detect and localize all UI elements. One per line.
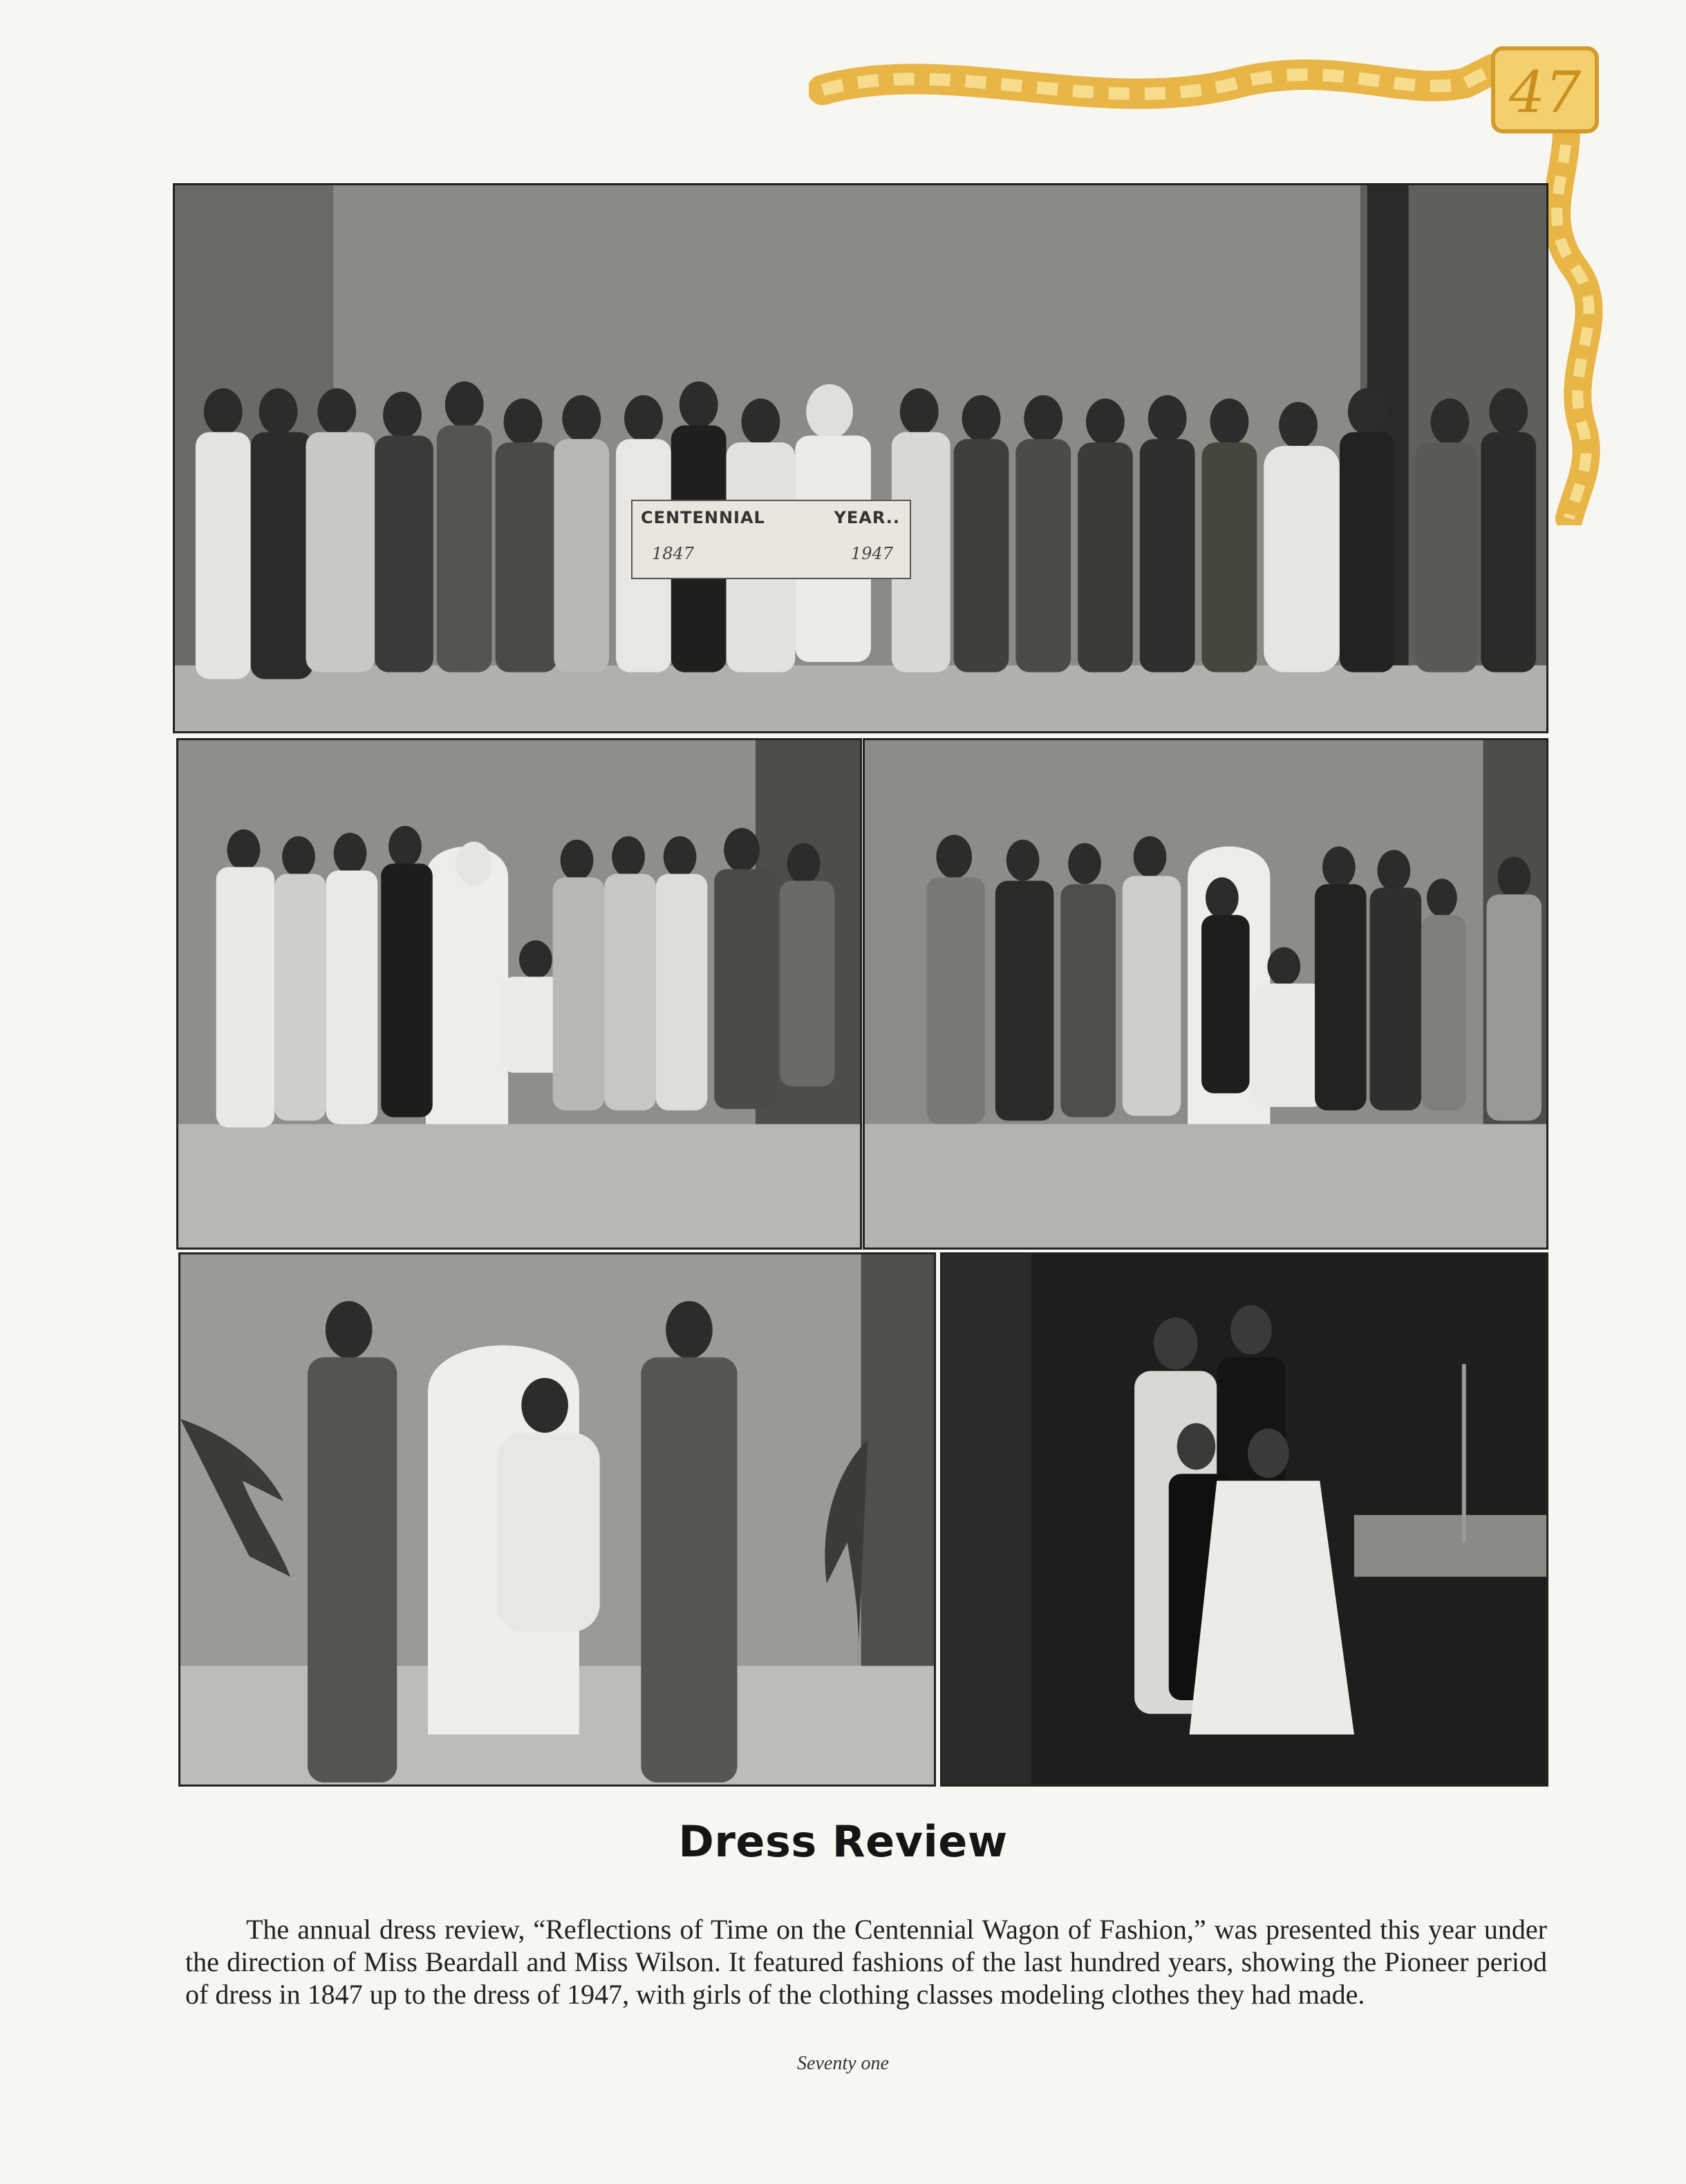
article-title: Dress Review	[678, 1816, 1008, 1867]
banner-centennial-word: CENTENNIAL	[641, 508, 765, 527]
photo-brides-and-models	[176, 738, 862, 1250]
photo-period-costumes	[863, 738, 1548, 1250]
photo-children-dark-stage	[940, 1252, 1548, 1787]
centennial-year-banner	[631, 500, 911, 579]
photo-three-models-throne	[178, 1252, 936, 1787]
article-body: The annual dress review, “Reflections of Time on the Centennial Wagon of Fashion,” was presented this year under the direction of Miss Beardall and Miss Wilson. It featured fashions of the last hundred years, showing the Pioneer period of dress in 1847 up to the dress of 1947, with girls of the clothing classes modeling clothes they had made.	[185, 1914, 1547, 2010]
page-number-footer: Seventy one	[797, 2053, 889, 2074]
ribbon-year-label: 47	[1508, 60, 1582, 126]
banner-year-start: 1847	[652, 544, 695, 563]
banner-year-end: 1947	[850, 544, 893, 563]
group-photo-centennial-stage	[173, 183, 1548, 733]
banner-year-word: YEAR..	[834, 508, 900, 527]
